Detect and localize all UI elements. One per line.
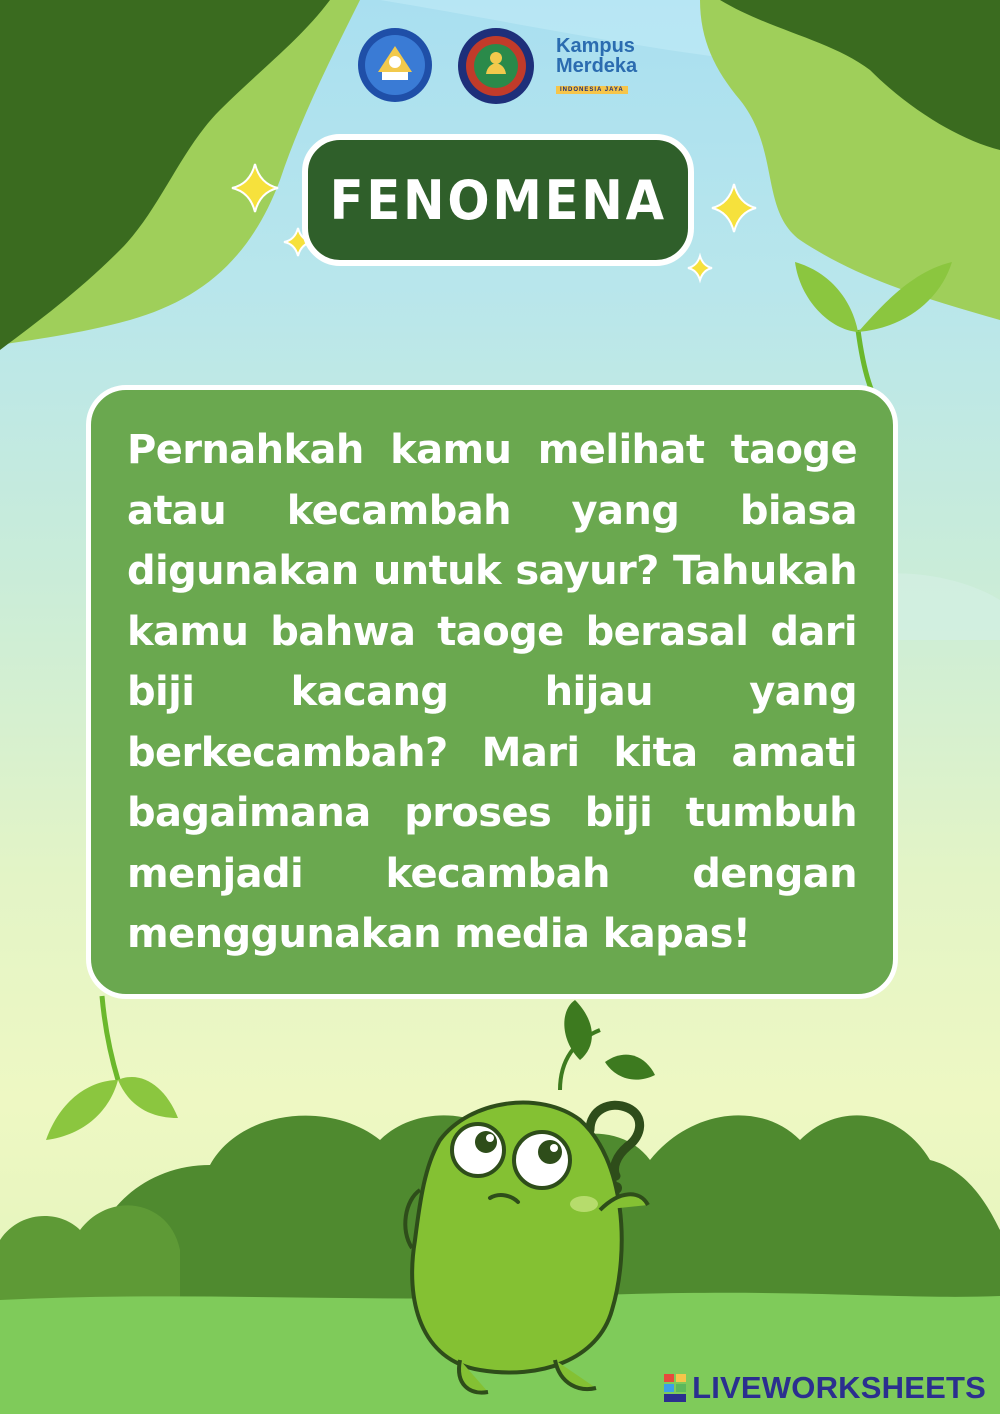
kampus-line1: Kampus: [556, 35, 635, 57]
kampus-merdeka-logo: [556, 36, 666, 96]
kampus-tagline: INDONESIA JAYA: [556, 86, 628, 94]
liveworksheets-icon: [664, 1374, 688, 1402]
phenomenon-card: [86, 385, 898, 999]
liveworksheets-label: LIVEWORKSHEETS: [692, 1370, 986, 1405]
page-title: FENOMENA: [329, 168, 667, 232]
title-banner: [302, 134, 694, 266]
university-logo: [456, 26, 536, 106]
phenomenon-text: Pernahkah kamu melihat taoge atau kecambah yang biasa digunakan untuk sayur? Tahukah kamu bahwa taoge berasal dari biji kacang hijau yang berkecambah? Mari kita amati bagaimana proses biji tumbuh menjadi kecambah dengan menggunakan media kapas!: [127, 427, 857, 957]
liveworksheets-watermark[interactable]: [664, 1370, 986, 1406]
header-logos: [356, 26, 666, 106]
kemdikbud-logo: [356, 26, 434, 104]
kampus-line2: Merdeka: [556, 55, 638, 77]
